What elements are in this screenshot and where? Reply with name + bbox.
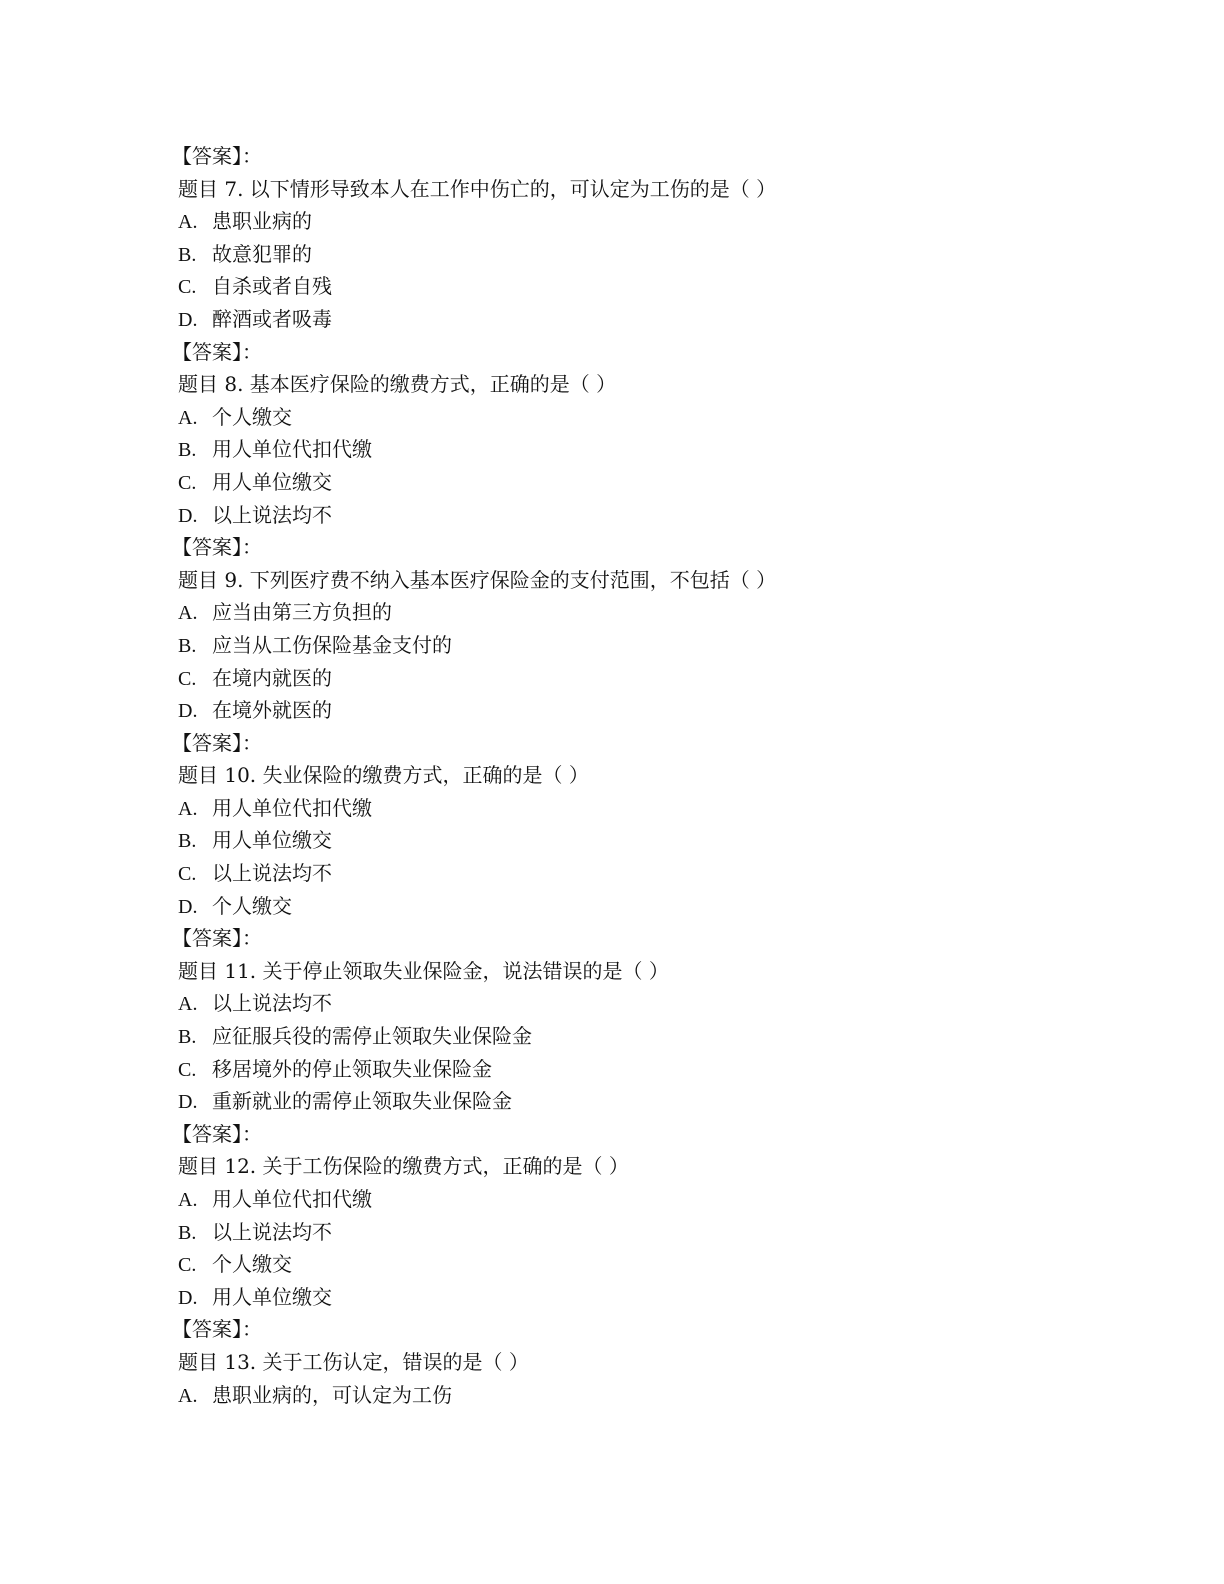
- option-letter: D.: [178, 1091, 198, 1114]
- question-title: 题目 11. 关于停止领取失业保险金，说法错误的是（ ）: [178, 958, 669, 983]
- option-line: [178, 270, 1078, 303]
- option-letter: C.: [178, 667, 197, 690]
- option-text: 以上说法均不: [212, 502, 332, 527]
- answer-line: 【答案】：: [172, 730, 262, 755]
- option-text: 应当由第三方负担的: [212, 600, 392, 625]
- option-line: [178, 1379, 1078, 1412]
- answer-line: 【答案】：: [172, 144, 262, 168]
- option-text: 用人单位代扣代缴: [212, 1187, 372, 1211]
- answer-line: 【答案】：: [172, 535, 262, 560]
- answer-line: 【答案】：: [172, 926, 262, 951]
- question-title: 题目 9. 下列医疗费不纳入基本医疗保险金的支付范围，不包括（ ）: [178, 567, 777, 592]
- option-text: 个人缴交: [212, 1252, 292, 1277]
- option-line: [178, 466, 1078, 499]
- option-text: 自杀或者自残: [212, 274, 332, 299]
- option-text: 患职业病的: [212, 209, 312, 234]
- option-line: [178, 238, 1078, 271]
- option-line: [178, 1085, 1078, 1118]
- option-letter: D.: [178, 308, 198, 331]
- option-letter: C.: [178, 471, 197, 494]
- option-line: [178, 401, 1078, 434]
- option-text: 以上说法均不: [212, 1219, 332, 1244]
- option-letter: B.: [178, 634, 197, 657]
- question-title: 题目 7. 以下情形导致本人在工作中伤亡的，可认定为工伤的是（ ）: [178, 176, 777, 201]
- option-letter: D.: [178, 504, 198, 527]
- option-text: 应征服兵役的需停止领取失业保险金: [212, 1024, 532, 1049]
- question-title: 题目 10. 失业保险的缴费方式，正确的是（ ）: [178, 763, 589, 788]
- option-text: 在境外就医的: [212, 698, 332, 723]
- option-line: [178, 824, 1078, 857]
- option-text: 个人缴交: [212, 893, 292, 918]
- option-text: 个人缴交: [212, 404, 292, 429]
- option-line: [178, 629, 1078, 662]
- option-line: [178, 694, 1078, 727]
- question-title: 题目 12. 关于工伤保险的缴费方式，正确的是（ ）: [178, 1154, 629, 1179]
- option-line: [178, 1216, 1078, 1249]
- answer-line: 【答案】：: [172, 1317, 262, 1342]
- option-letter: C.: [178, 1058, 197, 1081]
- option-line: [178, 890, 1078, 923]
- option-letter: A.: [178, 1384, 198, 1407]
- option-line: [178, 1281, 1078, 1314]
- option-letter: B.: [178, 1026, 197, 1049]
- option-letter: C.: [178, 276, 197, 299]
- option-letter: B.: [178, 243, 197, 266]
- option-letter: A.: [178, 602, 198, 625]
- option-text: 以上说法均不: [212, 861, 332, 886]
- answer-line: 【答案】：: [172, 339, 262, 364]
- option-text: 患职业病的，可认定为工伤: [212, 1382, 452, 1407]
- option-line: [178, 792, 1078, 825]
- option-letter: B.: [178, 439, 197, 462]
- option-letter: D.: [178, 700, 198, 723]
- option-line: [178, 857, 1078, 890]
- option-text: 用人单位缴交: [212, 469, 332, 494]
- option-letter: D.: [178, 895, 198, 918]
- option-line: [178, 987, 1078, 1020]
- option-letter: A.: [178, 406, 198, 429]
- option-letter: A.: [178, 797, 198, 820]
- option-line: [178, 433, 1078, 466]
- answer-line: 【答案】：: [172, 1121, 262, 1146]
- option-letter: B.: [178, 830, 197, 853]
- option-line: [178, 1020, 1078, 1053]
- option-text: 移居境外的停止领取失业保险金: [212, 1056, 492, 1081]
- option-line: [178, 205, 1078, 238]
- option-line: [178, 1248, 1078, 1281]
- option-line: [178, 303, 1078, 336]
- option-line: [178, 596, 1078, 629]
- option-text: 用人单位缴交: [212, 828, 332, 853]
- question-title: 题目 8. 基本医疗保险的缴费方式，正确的是（ ）: [178, 372, 617, 397]
- option-text: 以上说法均不: [212, 991, 332, 1016]
- document-page: [172, 140, 1078, 1411]
- option-text: 用人单位缴交: [212, 1284, 332, 1309]
- option-line: [178, 662, 1078, 695]
- option-letter: D.: [178, 1286, 198, 1309]
- option-letter: B.: [178, 1221, 197, 1244]
- option-letter: A.: [178, 211, 198, 234]
- option-letter: A.: [178, 993, 198, 1016]
- option-text: 应当从工伤保险基金支付的: [212, 632, 452, 657]
- option-text: 醉酒或者吸毒: [212, 306, 332, 331]
- option-line: [178, 1183, 1078, 1216]
- option-line: [178, 499, 1078, 532]
- option-letter: C.: [178, 863, 197, 886]
- option-text: 用人单位代扣代缴: [212, 437, 372, 462]
- option-text: 用人单位代扣代缴: [212, 795, 372, 820]
- option-letter: A.: [178, 1189, 198, 1211]
- option-letter: C.: [178, 1254, 197, 1277]
- question-title: 题目 13. 关于工伤认定，错误的是（ ）: [178, 1349, 529, 1374]
- option-text: 重新就业的需停止领取失业保险金: [212, 1089, 512, 1114]
- option-text: 在境内就医的: [212, 665, 332, 690]
- option-line: [178, 1053, 1078, 1086]
- option-text: 故意犯罪的: [212, 241, 312, 266]
